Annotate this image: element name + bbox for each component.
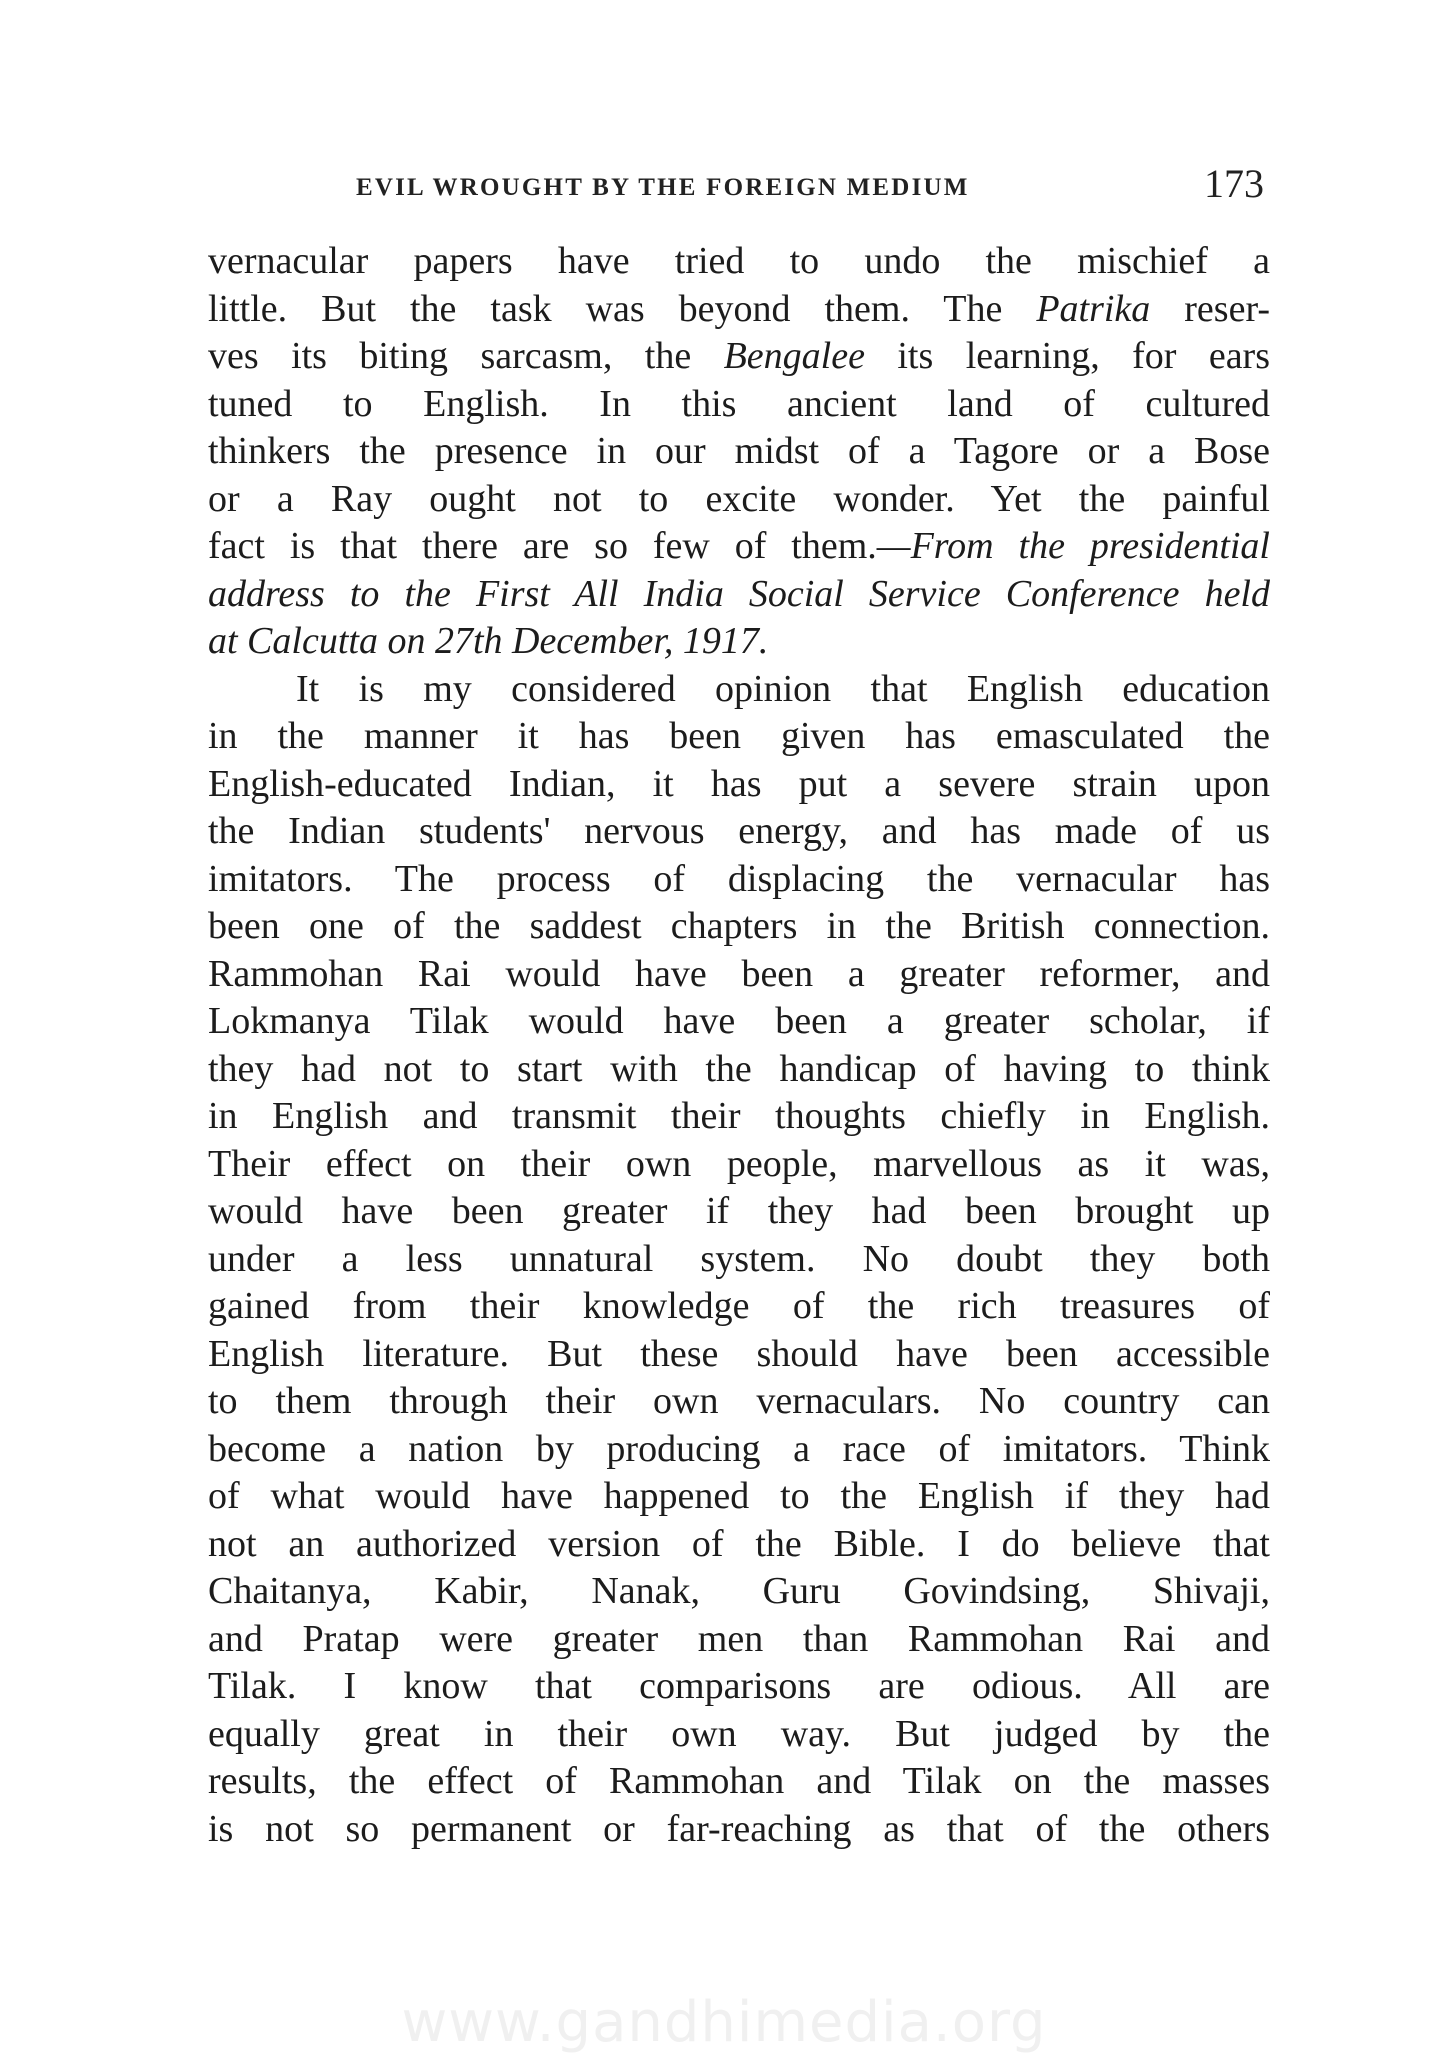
text-line: vernacular papers have tried to undo the mischief a	[208, 240, 1270, 282]
text-line: would have been greater if they had been brought up	[208, 1190, 1270, 1232]
text-run: ves its biting sarcasm, the	[208, 335, 724, 377]
watermark: www.gandhimedia.org	[401, 1990, 1047, 2055]
text-line: and Pratap were greater men than Rammohan Rai and	[208, 1617, 1270, 1660]
text-line: in English and transmit their thoughts chiefly in English.	[208, 1095, 1270, 1137]
text-line: imitators. The process of displacing the vernacular has	[208, 857, 1270, 900]
text-line	[208, 286, 1270, 334]
running-title: EVIL WROUGHT BY THE FOREIGN MEDIUM	[356, 174, 970, 201]
source-note: —From the presidential	[876, 525, 1270, 567]
text-line: or a Ray ought not to excite wonder. Yet the painful	[208, 477, 1270, 520]
text-line: Rammohan Rai would have been a greater reformer, and	[208, 952, 1270, 995]
newspaper-title: Patrika	[1036, 287, 1151, 330]
text-line: Chaitanya, Kabir, Nanak, Guru Govindsing, Shivaji,	[208, 1570, 1270, 1612]
text-line: It is my considered opinion that English education	[296, 667, 1270, 710]
text-line: English literature. But these should have been accessible	[208, 1332, 1270, 1375]
paragraph	[208, 666, 1270, 1854]
text-run: fact is that there are so few of them.	[208, 525, 877, 567]
text-line: in the manner it has been given has emasculated the	[208, 715, 1270, 757]
text-line: the Indian students' nervous energy, and has made of us	[208, 810, 1270, 852]
text-line: they had not to start with the handicap of having to think	[208, 1047, 1270, 1090]
text-line	[208, 333, 1270, 381]
text-run: its learning, for ears	[864, 335, 1270, 377]
text-line: equally great in their own way. But judged by the	[208, 1712, 1270, 1755]
text-run: reser-	[1150, 287, 1270, 330]
text-line: of what would have happened to the English if they had	[208, 1475, 1270, 1517]
text-line: not an authorized version of the Bible. I do believe that	[208, 1522, 1270, 1565]
text-line: under a less unnatural system. No doubt they both	[208, 1237, 1270, 1280]
text-line: Their effect on their own people, marvellous as it was,	[208, 1142, 1270, 1185]
body-text	[208, 238, 1270, 1853]
paragraph-continued	[208, 238, 1270, 666]
text-line	[208, 523, 1270, 571]
text-line: is not so permanent or far-reaching as that of the others	[208, 1807, 1270, 1850]
text-line: English-educated Indian, it has put a severe strain upon	[208, 762, 1270, 805]
text-line: become a nation by producing a race of imitators. Think	[208, 1427, 1270, 1470]
text-line: thinkers the presence in our midst of a Tagore or a Bose	[208, 430, 1270, 472]
text-line: Tilak. I know that comparisons are odious. All are	[208, 1665, 1270, 1707]
text-line: to them through their own vernaculars. No country can	[208, 1380, 1270, 1422]
text-line: tuned to English. In this ancient land of cultured	[208, 382, 1270, 425]
source-note-line: address to the First All India Social Service Conference held	[208, 572, 1270, 615]
text-run: little. But the task was beyond them. The	[208, 287, 1037, 330]
text-line: results, the effect of Rammohan and Tilak on the masses	[208, 1760, 1270, 1802]
text-line: Lokmanya Tilak would have been a greater scholar, if	[208, 1000, 1270, 1042]
source-note-line: at Calcutta on 27th December, 1917.	[208, 620, 769, 662]
text-line: gained from their knowledge of the rich treasures of	[208, 1285, 1270, 1327]
running-head	[208, 160, 1270, 218]
newspaper-title: Bengalee	[723, 335, 865, 377]
page-number: 173	[1204, 161, 1264, 206]
text-line: been one of the saddest chapters in the British connection.	[208, 905, 1270, 947]
